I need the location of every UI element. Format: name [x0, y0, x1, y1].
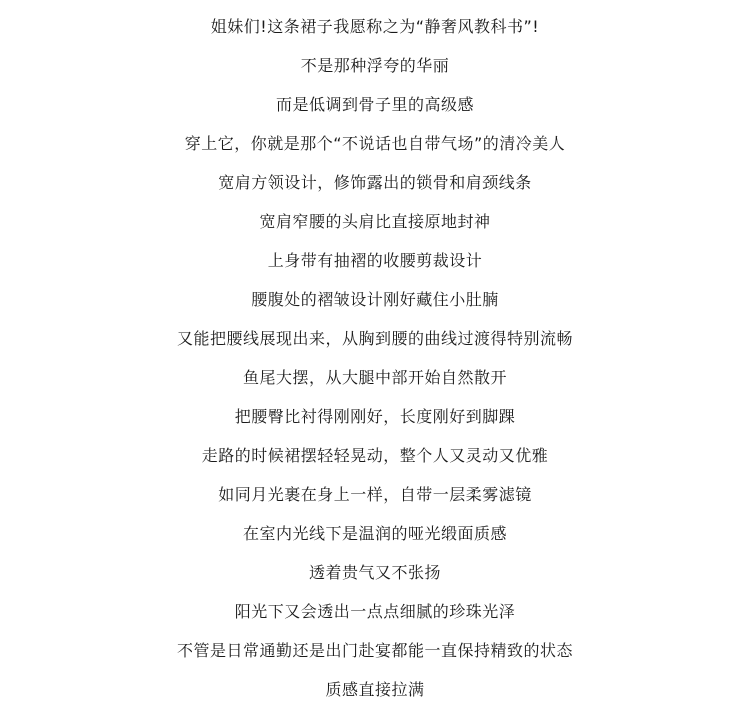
text-line: 腰腹处的褶皱设计刚好藏住小肚腩	[251, 290, 499, 309]
text-line: 穿上它，你就是那个“不说话也自带气场”的清冷美人	[184, 134, 566, 153]
text-line: 姐妹们!这条裙子我愿称之为“静奢风教科书”!	[210, 17, 540, 36]
text-line: 鱼尾大摆，从大腿中部开始自然散开	[242, 368, 507, 387]
text-line: 走路的时候裙摆轻轻晃动，整个人又灵动又优雅	[201, 446, 549, 465]
text-line: 上身带有抽褶的收腰剪裁设计	[267, 251, 483, 270]
text-line: 如同月光裹在身上一样，自带一层柔雾滤镜	[218, 485, 532, 504]
text-line: 不管是日常通勤还是出门赴宴都能一直保持精致的状态	[176, 641, 573, 660]
text-line: 阳光下又会透出一点点细腻的珍珠光泽	[234, 602, 516, 621]
text-line: 而是低调到骨子里的高级感	[275, 95, 474, 114]
text-line: 把腰臀比衬得刚刚好，长度刚好到脚踝	[234, 407, 516, 426]
text-line: 质感直接拉满	[325, 680, 425, 699]
text-line: 透着贵气又不张扬	[308, 563, 441, 582]
text-line: 又能把腰线展现出来，从胸到腰的曲线过渡得特别流畅	[176, 329, 573, 348]
text-line: 不是那种浮夸的华丽	[300, 56, 450, 75]
text-line: 宽肩方领设计，修饰露出的锁骨和肩颈线条	[218, 173, 532, 192]
text-line: 宽肩窄腰的头肩比直接原地封神	[259, 212, 491, 231]
description-text-block	[0, 7, 750, 709]
text-line: 在室内光线下是温润的哑光缎面质感	[242, 524, 507, 543]
